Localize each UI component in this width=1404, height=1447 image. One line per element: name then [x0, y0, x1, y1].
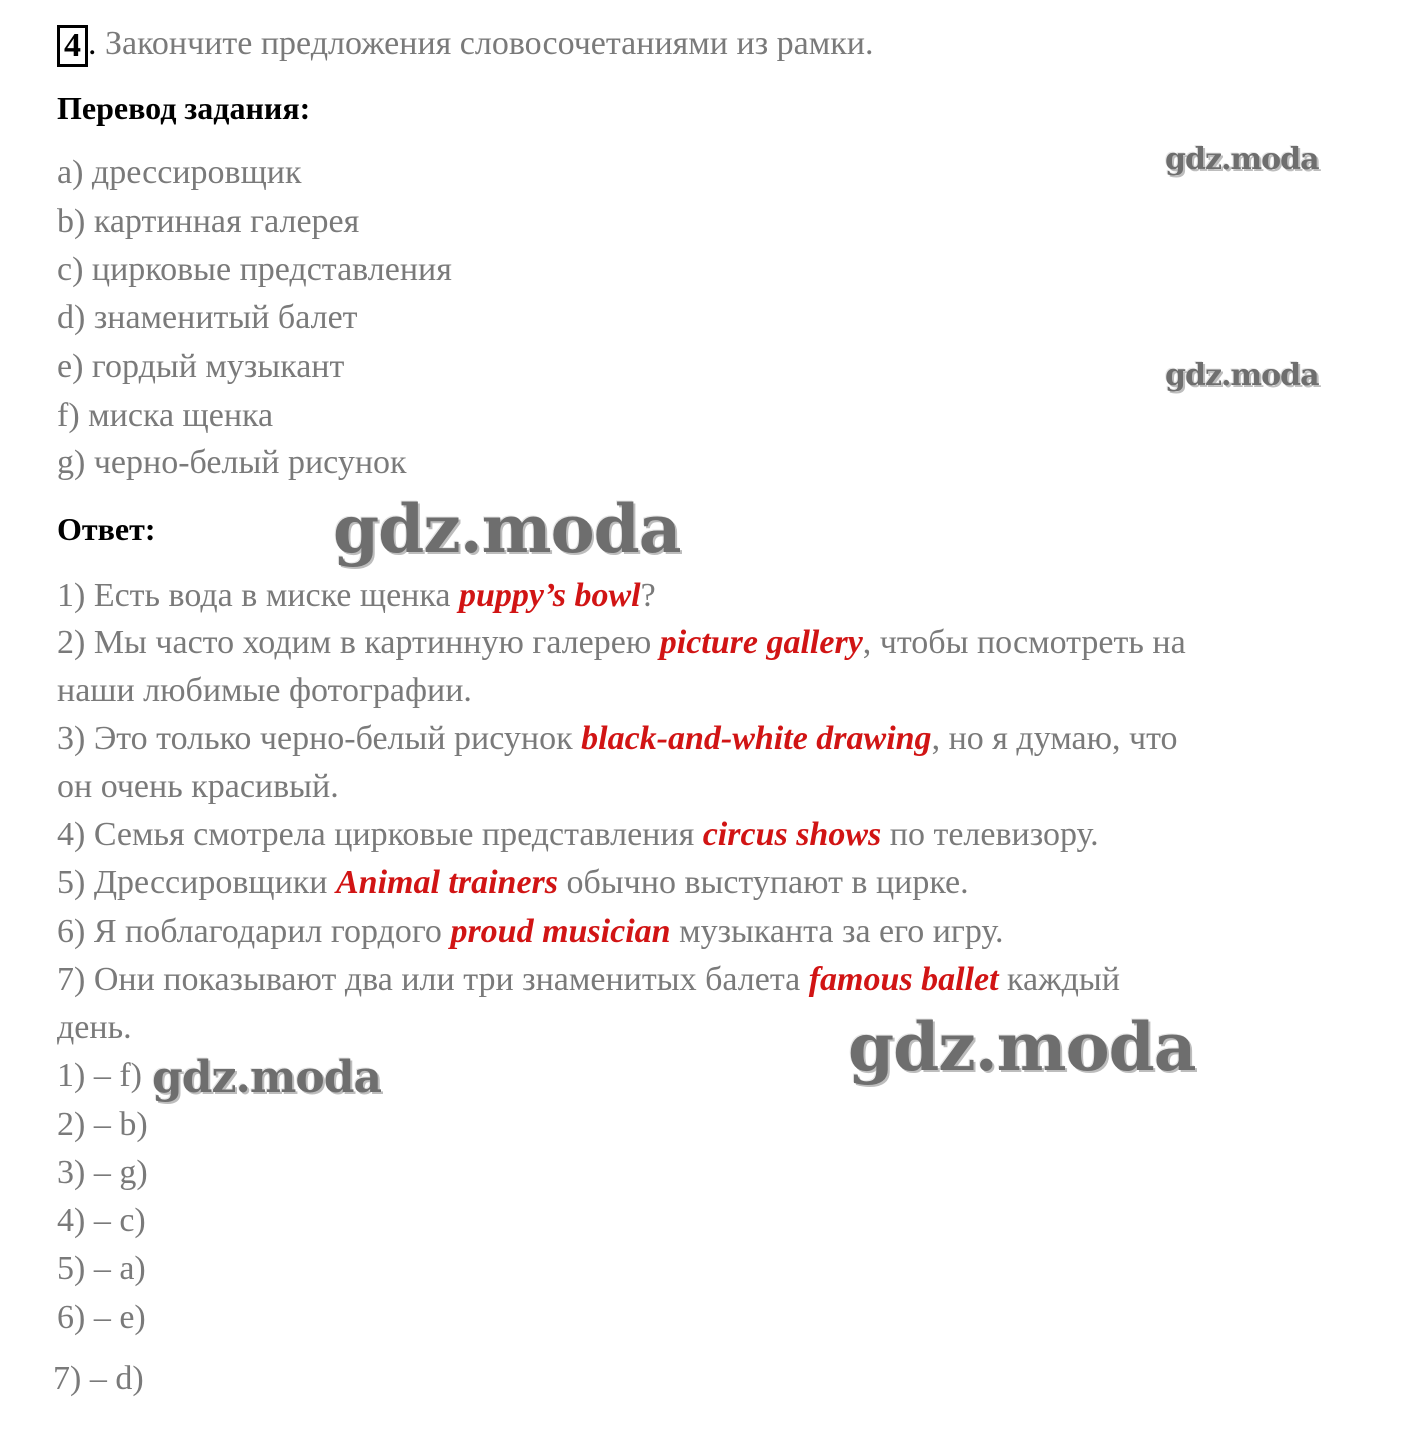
answer-sentence-7	[57, 960, 1120, 1000]
translation-item: d) знаменитый балет	[57, 299, 358, 336]
task-number: 4	[57, 25, 88, 67]
match-item: 1) – f)	[57, 1057, 142, 1094]
translation-item: f) миска щенка	[57, 397, 274, 434]
task-number-dot: .	[88, 25, 97, 62]
sentence-text: 6) Я поблагодарил гордого	[57, 913, 451, 950]
answer-sentence-4	[57, 815, 1099, 855]
match-item: 7) – d)	[53, 1360, 144, 1397]
sentence-text: 4) Семья смотрела цирковые представления	[57, 816, 703, 853]
match-item: 3) – g)	[57, 1154, 148, 1191]
english-phrase: puppy’s bowl	[458, 577, 641, 614]
english-phrase: famous ballet	[808, 961, 999, 998]
answer-heading: Ответ:	[57, 511, 156, 547]
translation-item: a) дрессировщик	[57, 154, 302, 191]
watermark-logo: gdz.moda	[1165, 358, 1319, 393]
english-phrase: picture gallery	[659, 624, 863, 661]
sentence-text: 5) Дрессировщики	[57, 864, 336, 901]
watermark-logo: gdz.moda	[152, 1052, 382, 1103]
watermark-logo: gdz.moda	[1165, 142, 1319, 177]
watermark-logo: gdz.moda	[333, 490, 681, 568]
english-phrase: proud musician	[450, 913, 671, 950]
english-phrase: circus shows	[702, 816, 882, 853]
sentence-text: , но я думаю, что	[931, 720, 1178, 757]
sentence-text: по телевизору.	[881, 816, 1099, 853]
translation-item: g) черно-белый рисунок	[57, 444, 407, 481]
english-phrase: Animal trainers	[335, 864, 558, 901]
sentence-text: 7) Они показывают два или три знаменитых балета	[57, 961, 809, 998]
answer-sentence-7-cont: день.	[57, 1009, 132, 1046]
sentence-text: , чтобы посмотреть на	[862, 624, 1186, 661]
sentence-text: 3) Это только черно-белый рисунок	[57, 720, 582, 757]
match-item: 6) – e)	[57, 1299, 146, 1336]
answer-sentence-3-cont: он очень красивый.	[57, 768, 339, 805]
translation-heading: Перевод задания:	[57, 90, 311, 126]
sentence-text: музыканта за его игру.	[670, 913, 1004, 950]
match-item: 5) – a)	[57, 1250, 146, 1287]
match-item: 4) – c)	[57, 1202, 146, 1239]
task-instruction: Закончите предложения словосочетаниями из рамки.	[105, 25, 874, 62]
answer-sentence-3	[57, 719, 1178, 759]
match-item: 2) – b)	[57, 1106, 148, 1143]
sentence-text: 2) Мы часто ходим в картинную галерею	[57, 624, 660, 661]
sentence-text: каждый	[998, 961, 1120, 998]
sentence-text: обычно выступают в цирке.	[558, 864, 969, 901]
answer-sentence-2-cont: наши любимые фотографии.	[57, 672, 472, 709]
translation-item: b) картинная галерея	[57, 203, 360, 240]
task-header	[57, 22, 873, 67]
english-phrase: black-and-white drawing	[581, 720, 932, 757]
answer-sentence-1	[57, 576, 656, 616]
translation-item: c) цирковые представления	[57, 251, 452, 288]
watermark-logo: gdz.moda	[848, 1008, 1196, 1086]
sentence-text: 1) Есть вода в миске щенка	[57, 577, 459, 614]
answer-sentence-5	[57, 863, 969, 903]
translation-item: e) гордый музыкант	[57, 348, 345, 385]
answer-sentence-6	[57, 912, 1004, 952]
answer-sentence-2	[57, 623, 1186, 663]
sentence-text: ?	[640, 577, 656, 614]
